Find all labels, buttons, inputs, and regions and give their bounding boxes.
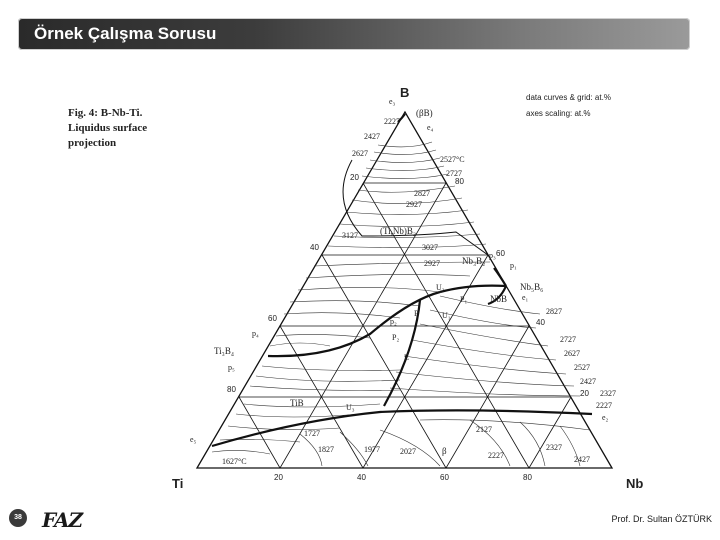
svg-text:Nb₃B₂: Nb₃B₂ <box>462 256 486 266</box>
slide-title: Örnek Çalışma Sorusu <box>34 24 217 43</box>
svg-text:U₂: U₂ <box>436 283 445 292</box>
svg-text:axes scaling: at.%: axes scaling: at.% <box>526 109 591 118</box>
svg-text:80: 80 <box>523 473 532 482</box>
monovariant-lines <box>212 114 592 446</box>
svg-text:e₁: e₁ <box>522 293 529 302</box>
svg-text:3027: 3027 <box>422 243 438 252</box>
svg-text:2427: 2427 <box>364 132 380 141</box>
figure-note <box>526 93 611 118</box>
svg-text:20: 20 <box>274 473 283 482</box>
left-axis-ticks <box>227 173 359 394</box>
svg-text:U₃: U₃ <box>346 403 355 412</box>
svg-text:2427: 2427 <box>574 455 590 464</box>
svg-text:NbB: NbB <box>490 294 508 304</box>
svg-text:p₁: p₁ <box>510 261 517 270</box>
svg-text:2727: 2727 <box>446 169 462 178</box>
svg-text:80: 80 <box>455 177 464 186</box>
svg-text:p₄: p₄ <box>252 329 259 338</box>
phase-labels <box>214 108 543 456</box>
svg-text:1627°C: 1627°C <box>222 457 247 466</box>
svg-text:Ti₃B₄: Ti₃B₄ <box>214 346 234 356</box>
svg-text:60: 60 <box>268 314 277 323</box>
bottom-axis-ticks <box>274 473 532 482</box>
ternary-triangle <box>197 112 612 468</box>
svg-text:2427: 2427 <box>580 377 596 386</box>
corner-label-b: B <box>400 85 410 100</box>
svg-text:1977: 1977 <box>364 445 380 454</box>
svg-text:P₂: P₂ <box>392 333 400 342</box>
svg-text:e₄: e₄ <box>427 123 434 132</box>
isotherm-lines <box>212 142 590 466</box>
svg-text:2327: 2327 <box>546 443 562 452</box>
figure-caption <box>68 107 147 149</box>
svg-text:E: E <box>404 353 409 362</box>
svg-text:U₁: U₁ <box>442 311 451 320</box>
svg-text:2227: 2227 <box>596 401 612 410</box>
svg-text:1727: 1727 <box>304 429 320 438</box>
svg-text:p₅: p₅ <box>228 363 235 372</box>
svg-text:2227: 2227 <box>384 117 400 126</box>
svg-text:(Ti,Nb)B₂: (Ti,Nb)B₂ <box>380 226 417 236</box>
svg-text:3127: 3127 <box>342 231 358 240</box>
svg-text:2627: 2627 <box>564 349 580 358</box>
svg-text:2627: 2627 <box>352 149 368 158</box>
svg-text:1827: 1827 <box>318 445 334 454</box>
faz-logo: FAZ <box>42 508 83 532</box>
svg-text:P₁: P₁ <box>460 295 468 304</box>
svg-text:2827: 2827 <box>546 307 562 316</box>
svg-text:2527: 2527 <box>574 363 590 372</box>
slide-number-badge: 38 <box>9 509 27 527</box>
svg-text:p₂: p₂ <box>390 317 397 326</box>
svg-text:20: 20 <box>350 173 359 182</box>
svg-text:e₃: e₃ <box>389 97 396 106</box>
svg-text:80: 80 <box>227 385 236 394</box>
svg-text:projection: projection <box>68 137 117 149</box>
svg-text:40: 40 <box>357 473 366 482</box>
svg-text:2727: 2727 <box>560 335 576 344</box>
svg-text:e₅: e₅ <box>190 435 197 444</box>
svg-text:60: 60 <box>496 249 505 258</box>
author-credit: Prof. Dr. Sultan ÖZTÜRK <box>611 514 712 524</box>
svg-text:2527°C: 2527°C <box>440 155 465 164</box>
svg-text:Liquidus surface: Liquidus surface <box>68 122 148 134</box>
isotherm-temperature-labels <box>222 117 616 466</box>
svg-text:2027: 2027 <box>400 447 416 456</box>
svg-text:2227: 2227 <box>488 451 504 460</box>
svg-text:60: 60 <box>440 473 449 482</box>
invariant-point-labels <box>190 97 609 444</box>
svg-text:P: P <box>414 309 419 318</box>
svg-text:2827: 2827 <box>414 189 430 198</box>
svg-text:2927: 2927 <box>424 259 440 268</box>
svg-text:Fig. 4: B-Nb-Ti.: Fig. 4: B-Nb-Ti. <box>68 107 143 119</box>
svg-text:2327: 2327 <box>600 389 616 398</box>
svg-text:2127: 2127 <box>476 425 492 434</box>
svg-text:2927: 2927 <box>406 200 422 209</box>
svg-text:β: β <box>442 446 447 456</box>
svg-text:40: 40 <box>310 243 319 252</box>
corner-label-ti: Ti <box>172 476 184 491</box>
svg-text:p₃: p₃ <box>489 251 496 260</box>
svg-text:20: 20 <box>580 389 589 398</box>
svg-text:TiB: TiB <box>290 398 304 408</box>
svg-text:Nb₅B₆: Nb₅B₆ <box>520 282 544 292</box>
svg-text:e₂: e₂ <box>602 413 609 422</box>
corner-label-nb: Nb <box>626 476 644 491</box>
svg-text:40: 40 <box>536 318 545 327</box>
svg-text:data curves & grid: at.%: data curves & grid: at.% <box>526 93 611 102</box>
svg-text:(βB): (βB) <box>416 108 433 118</box>
